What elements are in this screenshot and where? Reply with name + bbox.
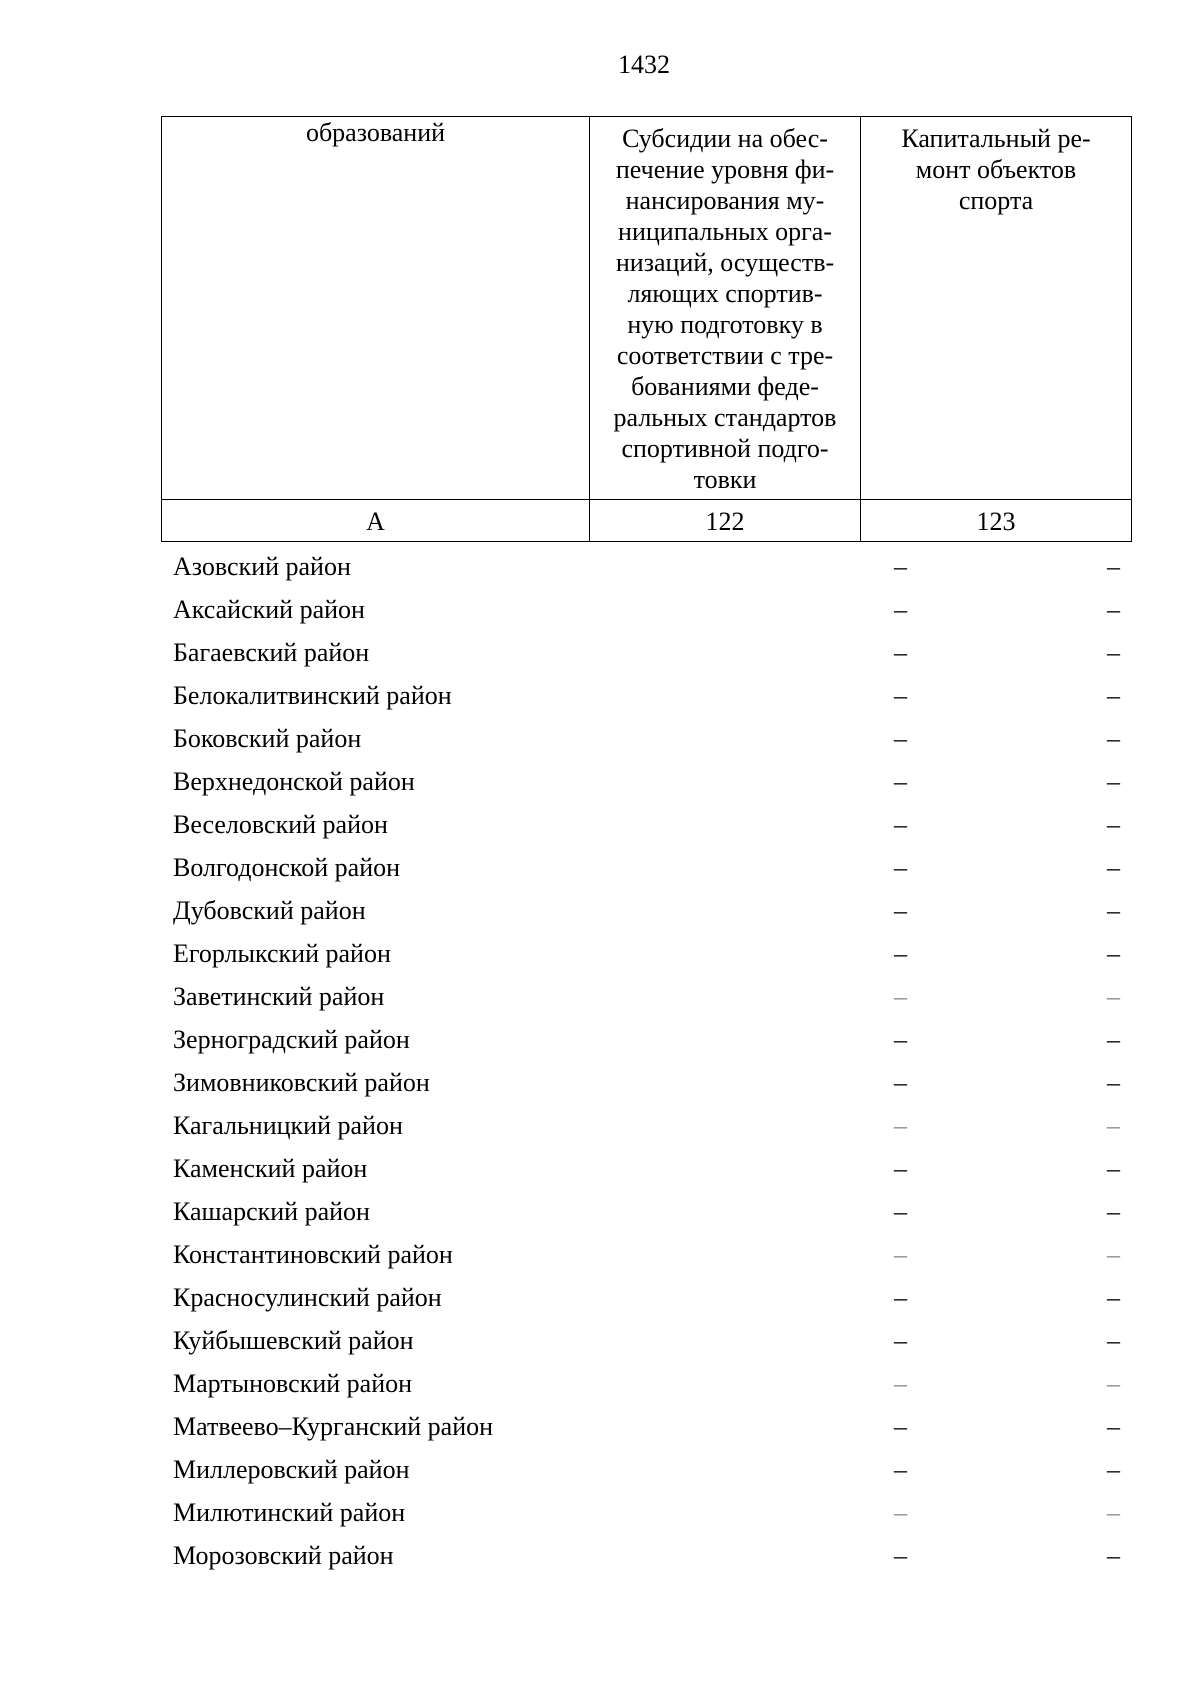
header-123-text: Капитальный ре- монт объектов спорта <box>901 124 1091 215</box>
value-122: – <box>894 939 907 968</box>
value-122: – <box>894 1283 907 1312</box>
value-123: – <box>1107 896 1120 925</box>
value-122: – <box>894 595 907 624</box>
header-cell-122 <box>590 117 861 500</box>
district-name: Верхнедонской район <box>173 767 415 796</box>
district-name: Каменский район <box>173 1154 368 1183</box>
value-122: – <box>894 1541 907 1570</box>
value-123: – <box>1107 552 1120 581</box>
column-number-row <box>162 500 1132 542</box>
district-name: Аксайский район <box>173 595 365 624</box>
district-name: Волгодонской район <box>173 853 401 882</box>
table-row <box>161 760 1132 803</box>
district-name: Мартыновский район <box>173 1369 413 1398</box>
district-name: Куйбышевский район <box>173 1326 414 1355</box>
value-123: – <box>1107 1455 1120 1484</box>
value-122: – <box>894 982 907 1011</box>
district-name: Зимовниковский район <box>173 1068 430 1097</box>
district-name: Веселовский район <box>173 810 388 839</box>
value-123: – <box>1107 724 1120 753</box>
header-122-text: Субсидии на обес- печение уровня фи- нансирования му- ниципальных орга- низаций, осуществ- ляющих спортив- ную подготовку в соответствии с тре- бованиями феде- ральных стандартов спортивной подго- товки <box>613 124 837 494</box>
district-name: Кашарский район <box>173 1197 370 1226</box>
value-123: – <box>1107 1068 1120 1097</box>
value-122: – <box>894 1068 907 1097</box>
value-122: – <box>894 810 907 839</box>
value-123: – <box>1107 1025 1120 1054</box>
value-122: – <box>894 1154 907 1183</box>
value-123: – <box>1107 1498 1120 1527</box>
table-row <box>161 975 1132 1018</box>
value-123: – <box>1107 1369 1120 1398</box>
value-122: – <box>894 853 907 882</box>
value-123: – <box>1107 1283 1120 1312</box>
table-row <box>161 889 1132 932</box>
value-123: – <box>1107 1240 1120 1269</box>
value-122: – <box>894 681 907 710</box>
table-row <box>161 803 1132 846</box>
column-number-a: А <box>162 500 590 542</box>
header-row <box>162 117 1132 500</box>
district-name: Кагальницкий район <box>173 1111 403 1140</box>
table-row <box>161 1061 1132 1104</box>
district-name: Азовский район <box>173 552 351 581</box>
value-123: – <box>1107 1326 1120 1355</box>
district-name: Миллеровский район <box>173 1455 410 1484</box>
table-header <box>161 116 1132 542</box>
table-row <box>161 588 1132 631</box>
value-122: – <box>894 724 907 753</box>
value-123: – <box>1107 853 1120 882</box>
value-123: – <box>1107 1154 1120 1183</box>
district-name: Красносулинский район <box>173 1283 442 1312</box>
table-row <box>161 932 1132 975</box>
page-number: 1432 <box>618 50 670 79</box>
table-row <box>161 1276 1132 1319</box>
value-122: – <box>894 1111 907 1140</box>
table-row <box>161 846 1132 889</box>
district-name: Егорлыкский район <box>173 939 391 968</box>
district-name: Константиновский район <box>173 1240 453 1269</box>
table-row <box>161 1190 1132 1233</box>
header-cell-123 <box>861 117 1132 500</box>
value-123: – <box>1107 1111 1120 1140</box>
table-row <box>161 1534 1132 1577</box>
district-list <box>161 545 1132 1577</box>
column-number-122: 122 <box>590 500 861 542</box>
value-123: – <box>1107 595 1120 624</box>
value-123: – <box>1107 638 1120 667</box>
value-122: – <box>894 767 907 796</box>
value-123: – <box>1107 1541 1120 1570</box>
header-cell-name <box>162 117 590 500</box>
district-name: Заветинский район <box>173 982 385 1011</box>
district-name: Милютинский район <box>173 1498 406 1527</box>
district-name: Боковский район <box>173 724 362 753</box>
column-number-123: 123 <box>861 500 1132 542</box>
value-122: – <box>894 1455 907 1484</box>
table-row <box>161 631 1132 674</box>
district-name: Дубовский район <box>173 896 366 925</box>
table-row <box>161 1104 1132 1147</box>
value-122: – <box>894 638 907 667</box>
table-row <box>161 1233 1132 1276</box>
district-name: Матвеево–Курганский район <box>173 1412 494 1441</box>
value-122: – <box>894 1240 907 1269</box>
district-name: Морозовский район <box>173 1541 394 1570</box>
value-123: – <box>1107 810 1120 839</box>
table-row <box>161 1448 1132 1491</box>
header-name-text: образований <box>305 118 446 147</box>
value-123: – <box>1107 767 1120 796</box>
value-123: – <box>1107 681 1120 710</box>
value-123: – <box>1107 1412 1120 1441</box>
value-122: – <box>894 1025 907 1054</box>
value-123: – <box>1107 982 1120 1011</box>
table-row <box>161 1405 1132 1448</box>
value-122: – <box>894 552 907 581</box>
table-row <box>161 1147 1132 1190</box>
district-name: Багаевский район <box>173 638 370 667</box>
value-123: – <box>1107 1197 1120 1226</box>
value-122: – <box>894 1197 907 1226</box>
table-row <box>161 1362 1132 1405</box>
table-row <box>161 1491 1132 1534</box>
table-row <box>161 545 1132 588</box>
table-row <box>161 1018 1132 1061</box>
value-122: – <box>894 1412 907 1441</box>
table-row <box>161 717 1132 760</box>
table-row <box>161 1319 1132 1362</box>
table-row <box>161 674 1132 717</box>
value-122: – <box>894 1498 907 1527</box>
value-122: – <box>894 1369 907 1398</box>
district-name: Белокалитвинский район <box>173 681 452 710</box>
value-122: – <box>894 1326 907 1355</box>
value-122: – <box>894 896 907 925</box>
value-123: – <box>1107 939 1120 968</box>
district-name: Зерноградский район <box>173 1025 410 1054</box>
